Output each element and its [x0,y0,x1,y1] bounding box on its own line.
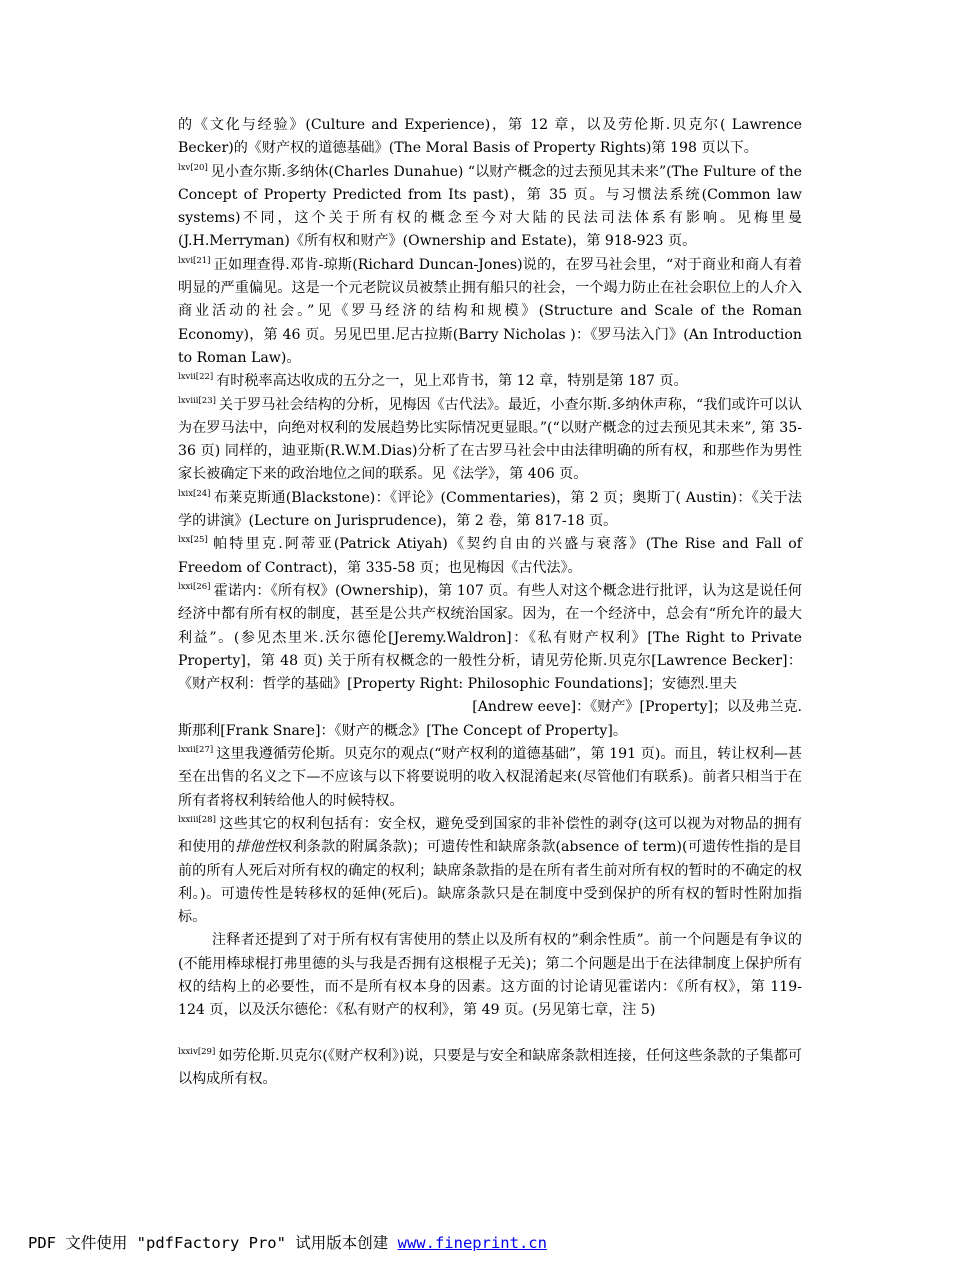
endnote-text: 布莱克斯通(Blackstone)：《评论》(Commentaries)，第 2 页；奥斯丁( Austin)：《关于法学的讲演》(Lecture on Jurisprudence)，第 2 卷，第 817-18 页。 [178,489,802,530]
spacer [178,1023,802,1045]
endnote-text: 见小查尔斯.多纳休(Charles Dunahue) “以财产概念的过去预见其未来”(The Fulture of the Concept of Property Predicted from Its past)，第 35 页。与习惯法系统(Common law systems)不同，这个关于所有权的概念至今对大陆的民法司法体系有影响。见梅里曼(J.H.Merryman)《所有权和财产》(Ownership and Estate)，第 918-923 页。 [178,163,802,250]
endnote-marker: lxx[25] [178,535,208,546]
endnote-text: 权利条款的附属条款)；可遗传性和缺席条款(absence of term)(可遗传性指的是目前的所有人死后对所有权的确定的权利；缺席条款指的是在所有者生前对所有权的暂时的不确定的权利。)。可遗传性是转移权的延伸(死后)。缺席条款只是在制度中受到保护的所有权的暂时性附加指标。 [178,839,803,926]
commentary-paragraph: 注释者还提到了对于所有权有害使用的禁止以及所有权的”剩余性质”。前一个问题是有争议的(不能用棒球棍打弗里德的头与我是否拥有这根棍子无关)；第二个问题是出于在法律制度上保护所有权的结构上的必要性，而不是所有权本身的因素。这方面的讨论请见霍诺内：《所有权》，第 119-124 页，以及沃尔德伦：《私有财产的权利》，第 49 页。(另见第七章，注 5) [178,932,802,1019]
endnote-marker: lxvi[21] [178,255,211,266]
endnote-text: 霍诺内：《所有权》(Ownership)，第 107 页。有些人对这个概念进行批评，认为这是说任何经济中都有所有权的制度，甚至是公共产权统治国家。因为，在一个经济中，总会有“所允许的最大利益”。(参见杰里米.沃尔德伦[Jeremy.Waldron]：《私有财产权利》[The Right to Private Property]，第 48 页) 关于所有权概念的一般性分析，请见劳伦斯.贝克尔[Lawrence Becker]：《财产权利：哲学的基础》[Property Right: Philosophic Foundations]；安德烈.里夫 [178,582,802,693]
endnote-25 [178,533,802,580]
footer-link[interactable]: www.fineprint.cn [397,1234,547,1252]
endnote-21 [178,254,802,370]
endnote-marker: lxxi[26] [178,581,211,592]
endnote-text: 如劳伦斯.贝克尔(《财产权利》)说，只要是与安全和缺席条款相连接，任何这些条款的子集都可以构成所有权。 [178,1047,802,1087]
endnote-text: 关于罗马社会结构的分析，见梅因《古代法》。最近，小查尔斯.多纳休声称，“我们或许可以认为在罗马法中，向绝对权利的发展趋势比实际情况更显眼。”(“以财产概念的过去预见其未来”, 第 35-36 页) 同样的，迪亚斯(R.W.M.Dias)分析了在古罗马社会中由法律明确的所有权，和那些作为男性家长被确定下来的政治地位之间的联系。见《法学》，第 406 页。 [178,396,802,483]
endnote-emphasis: 排他性 [235,839,279,856]
note-continuation: 的《文化与经验》(Culture and Experience)，第 12 章，以及劳伦斯.贝克尔( Lawrence Becker)的《财产权的道德基础》(The Moral Basis of Property Rights)第 198 页以下。 [178,117,802,157]
endnote-marker: lxvii[22] [178,372,214,383]
endnote-29 [178,1045,802,1092]
endnote-26-right-line: [Andrew eeve]：《财产》[Property]；以及弗兰克. [472,699,802,716]
endnote-text: 这些其它的权利包括有：安全权，避免受到国家的非补偿性的剥夺(这可以视为对物品的拥有和使用的 [178,815,802,856]
endnote-text: 有时税率高达收成的五分之一，见上邓肯书，第 12 章，特别是第 187 页。 [216,373,688,390]
endnote-marker: lxxii[27] [178,745,214,756]
endnote-26 [178,580,802,696]
notes-page [178,114,802,1091]
endnote-26-tail: 斯那利[Frank Snare]：《财产的概念》[The Concept of Property]。 [178,722,627,739]
endnote-text: 这里我遵循劳伦斯。贝克尔的观点(“财产权利的道德基础”，第 191 页)。而且，转让权利—甚至在出售的名义之下—不应该与以下将要说明的收入权混淆起来(尽管他们有联系)。前者只相当于在所有者将权利转给他人的时候特权。 [178,746,802,809]
endnote-20 [178,161,802,254]
endnote-text: 正如理查得.邓肯-琼斯(Richard Duncan-Jones)说的，在罗马社会里，“对于商业和商人有着明显的严重偏见。这是一个元老院议员被禁止拥有船只的社会，一个竭力防止在社会职位上的人介入商业活动的社会。”见《罗马经济的结构和规模》(Structure and Scale of the Roman Economy)，第 46 页。另见巴里.尼古拉斯(Barry Nicholas )：《罗马法入门》(An Introduction to Roman Law)。 [178,256,802,366]
endnote-marker: lxix[24] [178,488,211,499]
endnote-marker: lxv[20] [178,162,208,173]
endnote-marker: lxxiii[28] [178,814,216,825]
pdf-footer [28,1231,547,1253]
endnote-marker: lxxiv[29] [178,1046,216,1057]
endnote-text: 帕特里克.阿蒂亚(Patrick Atiyah)《契约自由的兴盛与衰落》(The Rise and Fall of Freedom of Contract)，第 335-58 页；也见梅因《古代法》。 [178,536,802,576]
endnote-marker: lxviii[23] [178,395,216,406]
footer-text: PDF 文件使用 "pdfFactory Pro" 试用版本创建 [28,1234,398,1252]
endnote-27 [178,743,802,813]
endnote-22 [178,370,802,393]
endnote-23 [178,394,802,487]
endnote-28 [178,813,802,929]
endnote-24 [178,487,802,534]
